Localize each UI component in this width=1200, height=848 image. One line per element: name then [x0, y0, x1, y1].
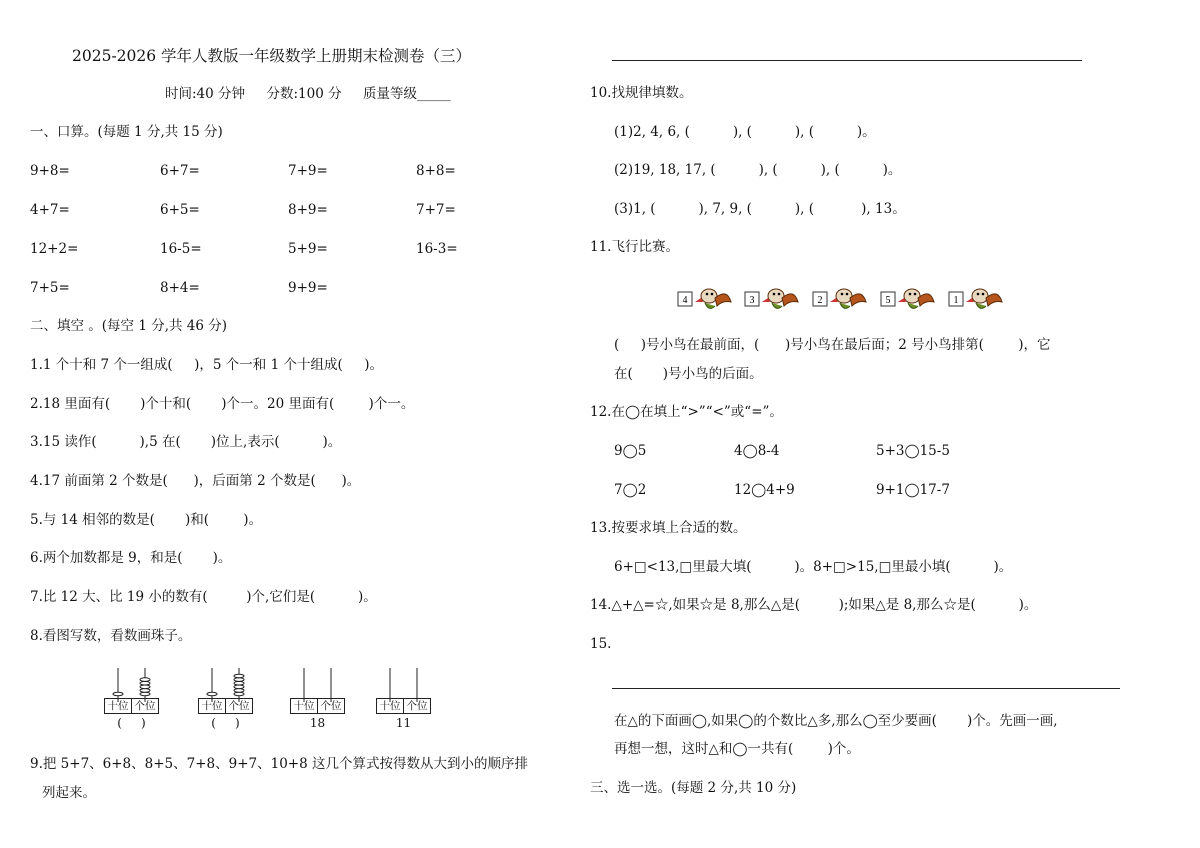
abacus-3 [290, 668, 345, 732]
question-3: 3.15 读作( ),5 在( )位上,表示( )。 [30, 434, 342, 450]
abacus-bead [140, 692, 150, 696]
abacus-caption: ( ) [117, 716, 146, 730]
abacus-bead [234, 681, 244, 685]
abacus-bead [234, 685, 244, 689]
abacus-2 [198, 668, 253, 732]
ones-label: 个位 [134, 700, 156, 712]
question-10-2: (2)19, 18, 17, ( ), ( ), ( )。 [614, 162, 902, 178]
ones-label: 个位 [406, 700, 428, 712]
calc-item: 8+8= [416, 163, 456, 179]
calc-item: 7+9= [288, 163, 328, 179]
bird-icon [812, 280, 867, 316]
calc-item: 9+8= [30, 163, 70, 179]
abacus-caption: 11 [395, 716, 412, 730]
abacus-bead [234, 674, 244, 678]
calc-item: 6+7= [160, 163, 200, 179]
bird-number: 5 [885, 295, 891, 306]
compare-item: 9◯5 [614, 443, 647, 459]
question-14: 14.△+△=☆,如果☆是 8,那么△是( );如果△是 8,那么☆是( )。 [590, 597, 1038, 613]
calc-item: 5+9= [288, 241, 328, 257]
abacus-caption: 18 [309, 716, 326, 730]
page-title: 2025-2026 学年人教版一年级数学上册期末检测卷（三） [72, 47, 472, 65]
abacus-bead [207, 692, 217, 696]
question-13: 13.按要求填上合适的数。 [590, 520, 747, 536]
bird-figure [744, 280, 799, 316]
bird-number: 3 [749, 295, 755, 306]
question-11-line1: ( )号小鸟在最前面，( )号小鸟在最后面；2 号小鸟排第( )，它 [614, 337, 1051, 353]
tens-label: 十位 [291, 699, 318, 713]
question-12: 12.在◯在填上“>”“<”或“=”。 [590, 404, 783, 420]
question-15-line1: 在△的下面画◯,如果◯的个数比△多,那么◯至少要画( )个。先画一画, [614, 713, 1058, 729]
tens-label: 十位 [105, 699, 132, 713]
question-11: 11.飞行比赛。 [590, 239, 679, 255]
section2-heading: 二、填空 。(每空 1 分,共 46 分) [30, 318, 228, 334]
compare-item: 4◯8-4 [734, 443, 780, 459]
calc-item: 8+9= [288, 202, 328, 218]
abacus-bead [140, 685, 150, 689]
calc-item: 9+9= [288, 280, 328, 296]
question-1: 1.1 个十和 7 个一组成( )，5 个一和 1 个十组成( )。 [30, 357, 383, 373]
bird-figure [880, 280, 935, 316]
tens-label: 十位 [377, 699, 404, 713]
question-6: 6.两个加数都是 9，和是( )。 [30, 550, 232, 566]
top-rule [612, 60, 1082, 61]
bird-number: 2 [817, 295, 823, 306]
section3-heading: 三、选一选。(每题 2 分,共 10 分) [590, 780, 797, 796]
question-10-1: (1)2, 4, 6, ( ), ( ), ( )。 [614, 124, 876, 140]
compare-item: 12◯4+9 [734, 482, 795, 498]
question-15: 15. [590, 636, 612, 652]
question-15-line2: 再想一想，这时△和◯一共有( )个。 [614, 741, 860, 757]
question-11-line2: 在( )号小鸟的后面。 [614, 366, 763, 382]
ones-label: 个位 [228, 700, 250, 712]
bird-number: 1 [953, 295, 959, 306]
abacus-bead [140, 689, 150, 693]
ones-label: 个位 [320, 700, 342, 712]
question-9-line1: 9.把 5+7、6+8、8+5、7+8、9+7、10+8 这几个算式按得数从大到小的顺序排 [30, 756, 528, 772]
abacus-1 [104, 668, 159, 732]
abacus-bead [234, 678, 244, 682]
calc-item: 16-5= [160, 241, 202, 257]
calc-item: 7+7= [416, 202, 456, 218]
question-7: 7.比 12 大、比 19 小的数有( )个,它们是( )。 [30, 589, 377, 605]
abacus-bead [140, 678, 150, 682]
abacus-bead [234, 692, 244, 696]
question-4: 4.17 前面第 2 个数是( )，后面第 2 个数是( )。 [30, 473, 361, 489]
exam-info: 时间:40 分钟 分数:100 分 质量等级_____ [165, 86, 451, 102]
calc-item: 8+4= [160, 280, 200, 296]
tens-label: 十位 [199, 699, 226, 713]
calc-item: 6+5= [160, 202, 200, 218]
bird-icon [880, 280, 935, 316]
section1-heading: 一、口算。(每题 1 分,共 15 分) [30, 124, 223, 140]
compare-item: 9+1◯17-7 [876, 482, 950, 498]
question-8: 8.看图写数，看数画珠子。 [30, 628, 192, 644]
bird-figure [677, 280, 732, 316]
abacus-4 [376, 668, 431, 732]
question-5: 5.与 14 相邻的数是( )和( )。 [30, 512, 263, 528]
answer-line [612, 688, 1120, 689]
abacus-rods [198, 668, 253, 702]
compare-item: 7◯2 [614, 482, 647, 498]
compare-item: 5+3◯15-5 [876, 443, 950, 459]
question-13-line: 6+□<13,□里最大填( )。8+□>15,□里最小填( )。 [614, 559, 1013, 575]
abacus-rods [290, 668, 345, 702]
abacus-bead [140, 681, 150, 685]
question-2: 2.18 里面有( )个十和( )个一。20 里面有( )个一。 [30, 396, 415, 412]
calc-item: 16-3= [416, 241, 458, 257]
question-10-3: (3)1, ( ), 7, 9, ( ), ( ), 13。 [614, 201, 906, 217]
question-9-line2: 列起来。 [42, 785, 96, 801]
calc-item: 7+5= [30, 280, 70, 296]
calc-item: 12+2= [30, 241, 79, 257]
abacus-bead [113, 692, 123, 696]
abacus-caption: ( ) [211, 716, 240, 730]
bird-figure [812, 280, 867, 316]
abacus-rods [104, 668, 159, 702]
bird-icon [744, 280, 799, 316]
bird-icon [677, 280, 732, 316]
bird-number: 4 [682, 295, 688, 306]
calc-item: 4+7= [30, 202, 70, 218]
bird-icon [948, 280, 1003, 316]
question-10: 10.找规律填数。 [590, 85, 693, 101]
abacus-bead [234, 689, 244, 693]
abacus-rods [376, 668, 431, 702]
bird-figure [948, 280, 1003, 316]
